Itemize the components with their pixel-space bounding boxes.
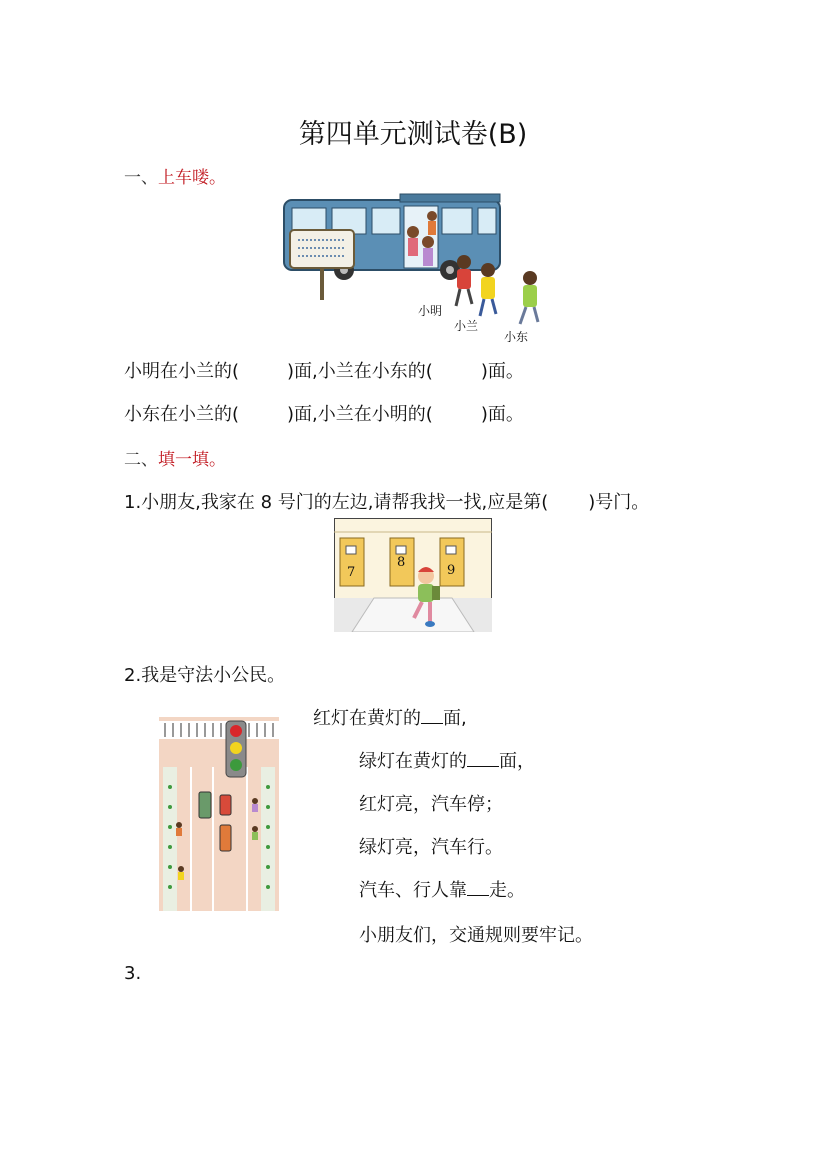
- s1q2-part-c: )面。: [480, 404, 524, 425]
- section-2-heading: [124, 445, 226, 470]
- section-2-label: 填一填。: [158, 450, 226, 470]
- question-3: [124, 963, 141, 984]
- section-1-heading: [124, 163, 226, 188]
- poem-line-4: 绿灯亮，汽车行。: [359, 837, 503, 858]
- s1q2-part-b: )面,小兰在小明的(: [287, 404, 433, 425]
- s1q1-part-a: 小明在小兰的(: [124, 361, 240, 382]
- question-3-text: .: [135, 963, 142, 984]
- question-3-number: 3: [124, 963, 136, 984]
- poem-line-5: [359, 876, 525, 902]
- poem-line-3: 红灯亮，汽车停；: [359, 794, 503, 815]
- door-8-number: 8: [397, 555, 406, 570]
- section-1-number: 一、: [124, 168, 158, 188]
- poem-line-2-b: 面，: [499, 751, 535, 772]
- s1q1-part-c: )面。: [480, 361, 524, 382]
- question-1-number: 1: [124, 492, 136, 513]
- answer-blank[interactable]: [421, 707, 443, 724]
- poem-line-2: [359, 747, 535, 773]
- question-2-text: .我是守法小公民。: [135, 665, 286, 686]
- s1q2-part-a: 小东在小兰的(: [124, 404, 240, 425]
- question-2: [124, 661, 285, 687]
- s1q1-part-b: )面,小兰在小东的(: [287, 361, 433, 382]
- question-1-text: .小朋友,我家在 8 号门的左边,请帮我找一找,应是第(: [135, 492, 549, 513]
- section-1-question-2: [124, 400, 524, 426]
- door-9-number: 9: [447, 563, 456, 578]
- section-1-label: 上车喽。: [158, 168, 226, 188]
- doors-illustration: [334, 518, 492, 632]
- question-1-text-end: )号门。: [588, 492, 650, 513]
- answer-blank[interactable]: [467, 879, 489, 896]
- poem-line-1: [313, 704, 467, 730]
- question-1: [124, 488, 649, 514]
- question-2-number: 2: [124, 665, 136, 686]
- bus-illustration: [282, 190, 548, 346]
- page-title: 第四单元测试卷(B): [298, 119, 528, 150]
- section-1-question-1: [124, 357, 524, 383]
- traffic-illustration: [159, 717, 279, 911]
- section-2-number: 二、: [124, 450, 158, 470]
- label-xiaoming: 小明: [418, 304, 443, 318]
- label-xiaodong: 小东: [504, 330, 529, 344]
- poem-line-5-a: 汽车、行人靠: [359, 880, 467, 901]
- poem-line-2-a: 绿灯在黄灯的: [359, 751, 467, 772]
- label-xiaolan: 小兰: [454, 319, 479, 333]
- poem-line-1-a: 红灯在黄灯的: [313, 708, 421, 729]
- poem-line-1-b: 面,: [443, 708, 467, 729]
- poem-line-5-b: 走。: [489, 880, 525, 901]
- poem-line-6: 小朋友们，交通规则要牢记。: [359, 925, 593, 946]
- answer-blank[interactable]: [467, 750, 499, 767]
- door-7-number: 7: [347, 565, 356, 580]
